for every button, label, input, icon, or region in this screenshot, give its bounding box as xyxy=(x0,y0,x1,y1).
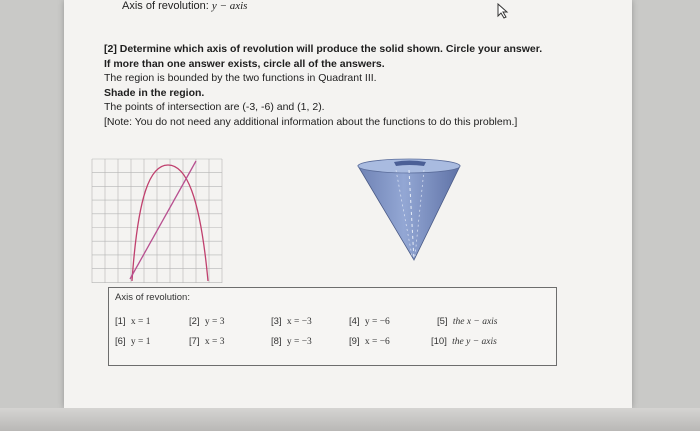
option-equation: y = −3 xyxy=(286,337,312,347)
graph-grid xyxy=(92,159,222,283)
desk-surface xyxy=(0,408,700,431)
option-9[interactable] xyxy=(349,336,390,347)
header-axis-label: Axis of revolution: xyxy=(122,0,209,12)
option-10[interactable] xyxy=(431,336,497,347)
linear-function-line xyxy=(130,161,196,279)
option-number: [1] xyxy=(115,316,126,327)
option-number: [10] xyxy=(431,336,447,347)
option-7[interactable] xyxy=(189,336,224,347)
option-equation: y = 1 xyxy=(130,337,151,347)
option-number: [8] xyxy=(271,336,282,347)
option-1[interactable] xyxy=(115,316,150,327)
option-equation: y = −6 xyxy=(364,317,390,327)
option-3[interactable] xyxy=(271,316,312,327)
header-line xyxy=(122,0,247,12)
option-equation: x = 3 xyxy=(204,337,225,347)
problem-region-text: The region is bounded by the two functions in Quadrant III. xyxy=(104,72,377,84)
option-number: [9] xyxy=(349,336,360,347)
option-2[interactable] xyxy=(189,316,224,327)
problem-instruction: If more than one answer exists, circle all of the answers. xyxy=(104,57,385,70)
header-axis-value: y − axis xyxy=(211,0,248,12)
cone-side xyxy=(358,166,460,260)
option-number: [6] xyxy=(115,336,126,347)
option-number: [2] xyxy=(189,316,200,327)
option-6[interactable] xyxy=(115,336,150,347)
problem-text xyxy=(104,42,604,129)
option-equation: x = 1 xyxy=(130,317,151,327)
option-equation: x = −3 xyxy=(286,317,312,327)
option-equation: y = 3 xyxy=(204,317,225,327)
option-equation: the y − axis xyxy=(452,337,497,347)
option-8[interactable] xyxy=(271,336,312,347)
pointer-arrow-icon xyxy=(496,3,510,19)
cone-solid xyxy=(354,156,464,264)
option-equation: x = −6 xyxy=(364,337,390,347)
axis-options-title: Axis of revolution: xyxy=(115,292,190,303)
option-equation: the x − axis xyxy=(452,317,498,327)
option-number: [7] xyxy=(189,336,200,347)
option-number: [5] xyxy=(437,316,448,327)
problem-statement: [2] Determine which axis of revolution will produce the solid shown. Circle your answer. xyxy=(104,43,543,55)
axis-options-box xyxy=(108,287,557,366)
option-number: [3] xyxy=(271,316,282,327)
function-graph xyxy=(84,155,234,285)
problem-intersection-text: The points of intersection are (-3, -6) and (1, 2). xyxy=(104,101,325,113)
option-number: [4] xyxy=(349,316,360,327)
option-5[interactable] xyxy=(437,316,498,327)
option-4[interactable] xyxy=(349,316,390,327)
problem-note: [Note: You do not need any additional information about the functions to do this problem.] xyxy=(104,115,518,128)
problem-shade-text: Shade in the region. xyxy=(104,86,205,99)
